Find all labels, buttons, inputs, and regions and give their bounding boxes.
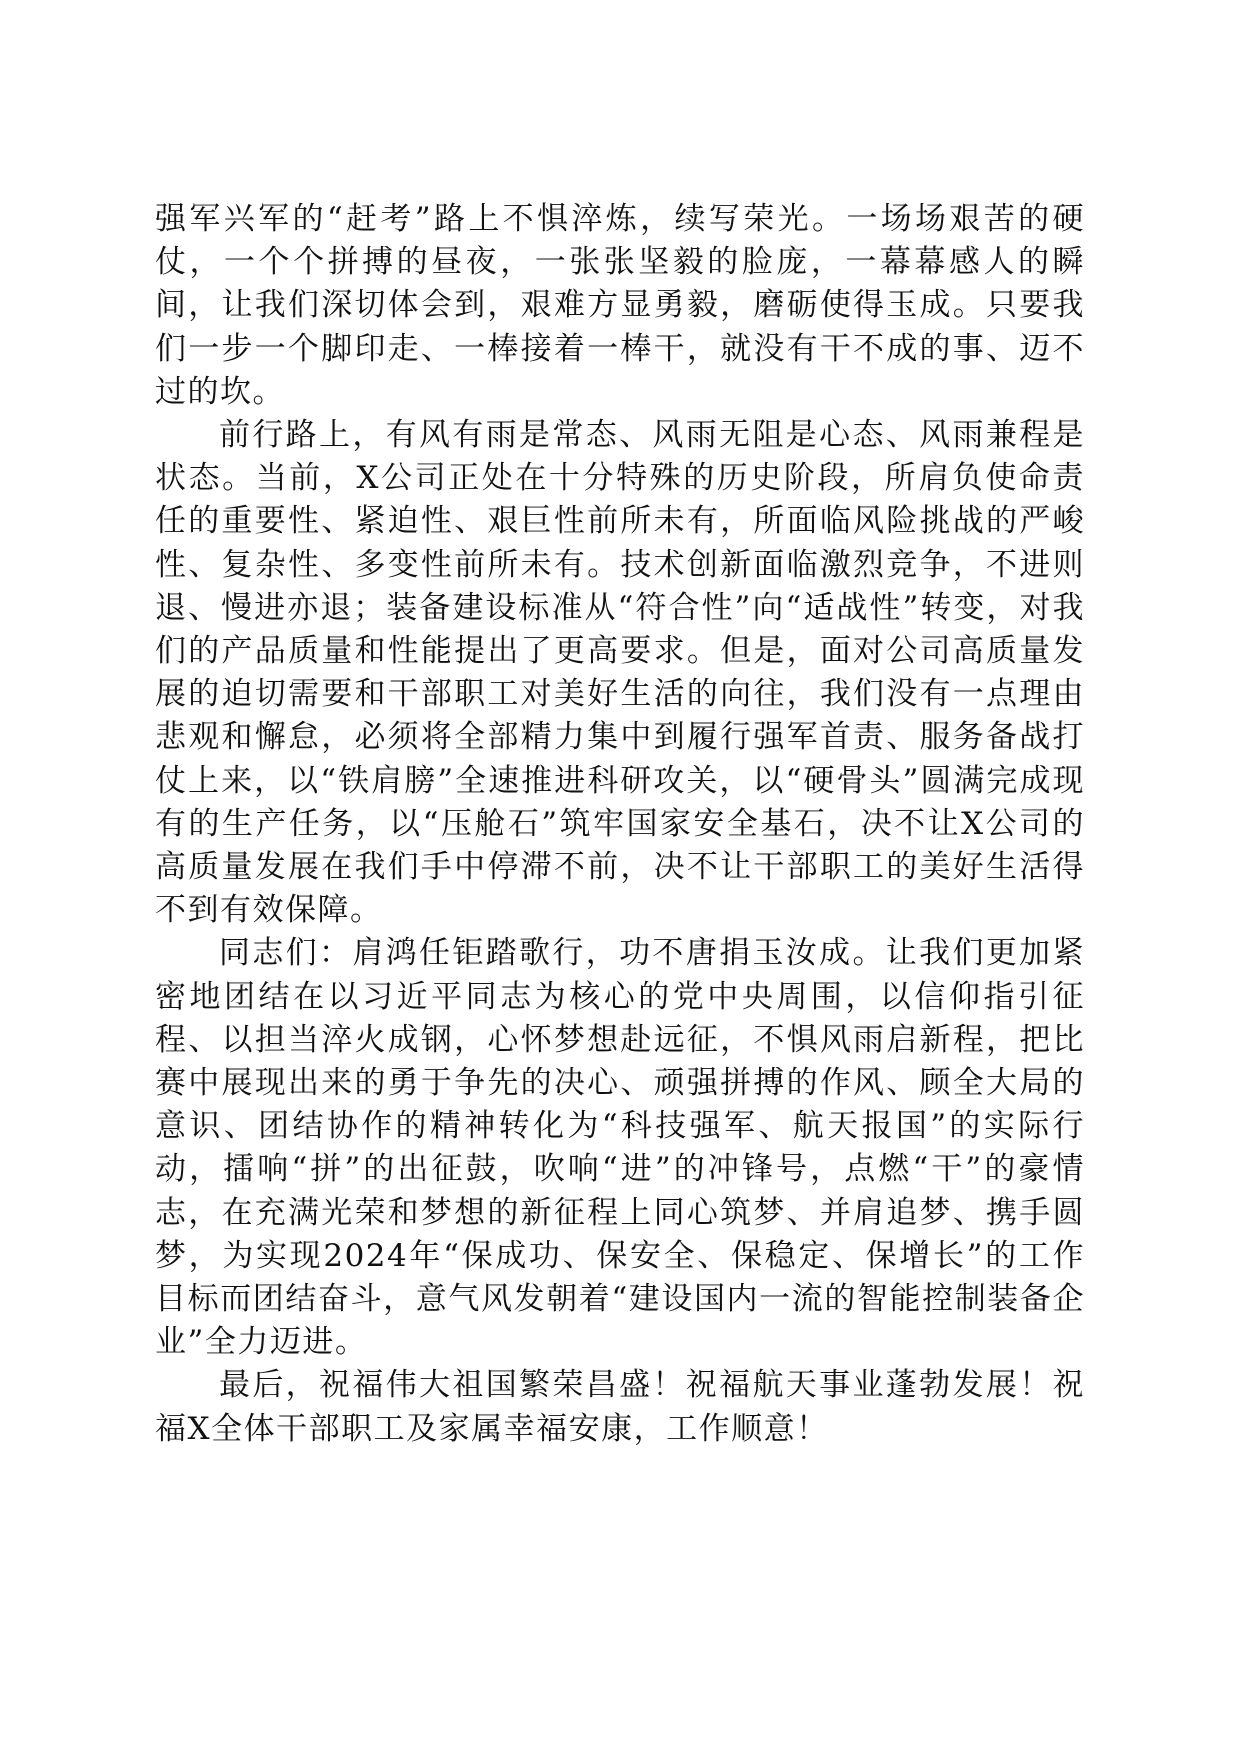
paragraph-4: 最后，祝福伟大祖国繁荣昌盛！祝福航天事业蓬勃发展！祝福X全体干部职工及家属幸福安康，工作顺意！: [155, 1367, 1085, 1447]
paragraph-3: 同志们：肩鸿任钜踏歌行，功不唐捐玉汝成。让我们更加紧密地团结在以习近平同志为核心的党中央周围，以信仰指引征程、以担当淬火成钢，心怀梦想赴远征，不惧风雨启新程，把比赛中展现出来的勇于争先的决心、顽强拼搏的作风、顾全大局的意识、团结协作的精神转化为“科技强军、航天报国”的实际行动，擂响“拼”的出征鼓，吹响“进”的冲锋号，点燃“干”的豪情志，在充满光荣和梦想的新征程上同心筑梦、并肩追梦、携手圆梦，为实现2024年“保成功、保安全、保稳定、保增长”的工作目标而团结奋斗，意气风发朝着“建设国内一流的智能控制装备企业”全力迈进。: [155, 935, 1085, 1361]
document-body: [155, 198, 1085, 1451]
paragraph-2: 前行路上，有风有雨是常态、风雨无阻是心态、风雨兼程是状态。当前，X公司正处在十分特殊的历史阶段，所肩负使命责任的重要性、紧迫性、艰巨性前所未有，所面临风险挑战的严峻性、复杂性、多变性前所未有。技术创新面临激烈竞争，不进则退、慢进亦退；装备建设标准从“符合性”向“适战性”转变，对我们的产品质量和性能提出了更高要求。但是，面对公司高质量发展的迫切需要和干部职工对美好生活的向往，我们没有一点理由悲观和懈怠，必须将全部精力集中到履行强军首责、服务备战打仗上来，以“铁肩膀”全速推进科研攻关，以“硬骨头”圆满完成现有的生产任务，以“压舱石”筑牢国家安全基石，决不让X公司的高质量发展在我们手中停滞不前，决不让干部职工的美好生活得不到有效保障。: [155, 417, 1085, 929]
paragraph-1: 强军兴军的“赶考”路上不惧淬炼，续写荣光。一场场艰苦的硬仗，一个个拼搏的昼夜，一张张坚毅的脸庞，一幕幕感人的瞬间，让我们深切体会到，艰难方显勇毅，磨砺使得玉成。只要我们一步一个脚印走、一棒接着一棒干，就没有干不成的事、迈不过的坎。: [155, 201, 1085, 410]
